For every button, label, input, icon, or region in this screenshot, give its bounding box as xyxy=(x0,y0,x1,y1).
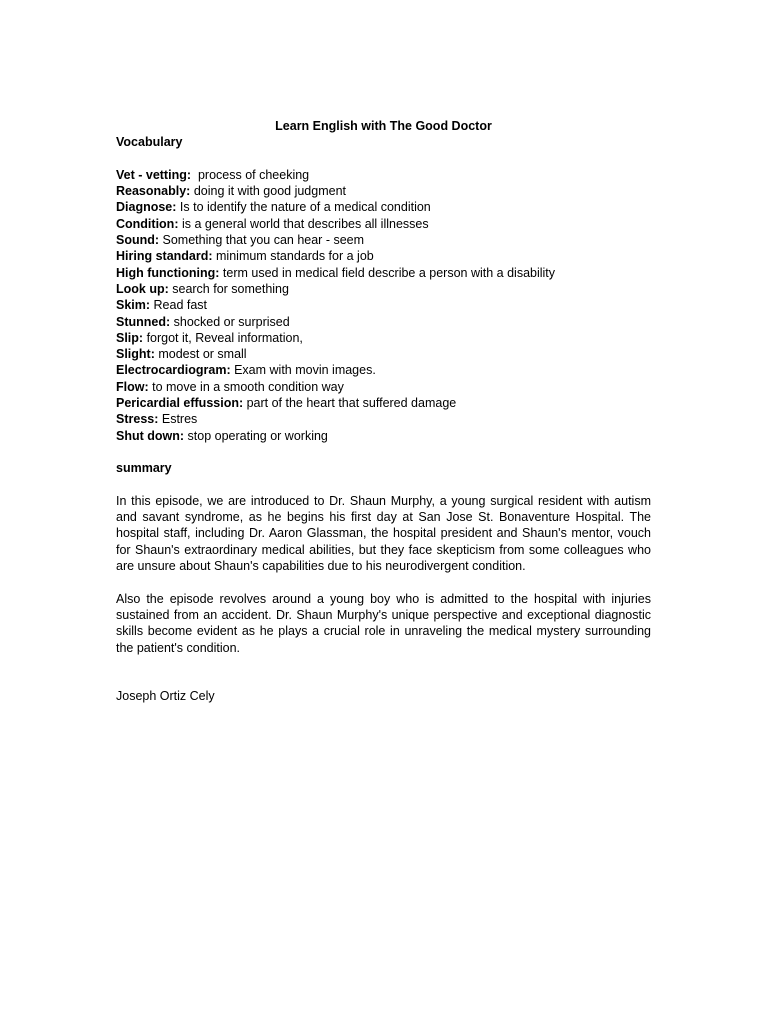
vocabulary-item xyxy=(116,183,651,199)
vocabulary-item xyxy=(116,297,651,313)
vocabulary-definition: term used in medical field describe a person with a disability xyxy=(219,265,556,280)
vocabulary-term: Stunned: xyxy=(116,314,171,329)
spacer xyxy=(116,672,651,688)
vocabulary-definition: modest or small xyxy=(154,347,247,362)
vocabulary-term: Diagnose: xyxy=(116,200,177,215)
vocabulary-definition: doing it with good judgment xyxy=(190,184,347,199)
vocabulary-item xyxy=(116,314,651,330)
vocabulary-item xyxy=(116,379,651,395)
vocabulary-definition: Estres xyxy=(158,412,198,427)
vocabulary-definition: forgot it, Reveal information, xyxy=(143,330,303,345)
vocabulary-definition: Read fast xyxy=(150,298,208,313)
vocabulary-term: Pericardial effussion: xyxy=(116,396,244,411)
vocabulary-term: Condition: xyxy=(116,216,179,231)
summary-paragraph: In this episode, we are introduced to Dr. Shaun Murphy, a young surgical resident with autism and savant syndrome, as he begins his first day at San Jose St. Bonaventure Hospital. The hospital staff, including Dr. Aaron Glassman, the hospital president and Shaun's mentor, vouch for Shaun's extraordinary medical abilities, but they face skepticism from some colleagues who are unsure about Shaun's capabilities due to his neurodivergent condition. xyxy=(116,493,651,574)
vocabulary-term: Sound: xyxy=(116,233,160,248)
vocabulary-definition: is a general world that describes all illnesses xyxy=(178,216,429,231)
spacer xyxy=(116,574,651,590)
vocabulary-term: Skim: xyxy=(116,298,151,313)
vocabulary-term: Shut down: xyxy=(116,428,185,443)
vocabulary-definition: Something that you can hear - seem xyxy=(159,233,365,248)
vocabulary-term: Stress: xyxy=(116,412,159,427)
document-title: Learn English with The Good Doctor xyxy=(275,119,492,133)
vocabulary-term: Reasonably: xyxy=(116,184,191,199)
vocabulary-item xyxy=(116,330,651,346)
vocabulary-term: Flow: xyxy=(116,379,149,394)
vocabulary-definition: to move in a smooth condition way xyxy=(148,379,344,394)
author-name: Joseph Ortiz Cely xyxy=(116,689,215,704)
spacer xyxy=(116,477,651,493)
vocabulary-heading: Vocabulary xyxy=(116,135,183,150)
vocabulary-definition: shocked or surprised xyxy=(170,314,290,329)
spacer xyxy=(116,656,651,672)
vocabulary-term: Hiring standard: xyxy=(116,249,213,264)
vocabulary-term: Electrocardiogram: xyxy=(116,363,231,378)
vocabulary-item xyxy=(116,265,651,281)
vocabulary-definition: Exam with movin images. xyxy=(230,363,376,378)
vocabulary-term: Slight: xyxy=(116,347,155,362)
vocabulary-item xyxy=(116,248,651,264)
vocabulary-term: Slip: xyxy=(116,330,144,345)
vocabulary-item xyxy=(116,281,651,297)
vocabulary-definition: minimum standards for a job xyxy=(212,249,374,264)
vocabulary-item xyxy=(116,362,651,378)
vocabulary-definition: part of the heart that suffered damage xyxy=(243,396,457,411)
vocabulary-term: Look up: xyxy=(116,281,169,296)
vocabulary-item xyxy=(116,346,651,362)
vocabulary-item xyxy=(116,216,651,232)
vocabulary-item xyxy=(116,395,651,411)
vocabulary-definition: Is to identify the nature of a medical condition xyxy=(176,200,431,215)
vocabulary-term: Vet - vetting: xyxy=(116,167,192,182)
summary-heading: summary xyxy=(116,461,172,476)
vocabulary-item xyxy=(116,199,651,215)
vocabulary-item xyxy=(116,411,651,427)
document-page xyxy=(116,118,651,705)
vocabulary-term: High functioning: xyxy=(116,265,220,280)
vocabulary-definition: process of cheeking xyxy=(191,167,310,182)
vocabulary-item xyxy=(116,232,651,248)
vocabulary-item xyxy=(116,428,651,444)
summary-paragraph: Also the episode revolves around a young boy who is admitted to the hospital with injuries sustained from an accident. Dr. Shaun Murphy's unique perspective and exceptional diagnostic skills become evident as he plays a crucial role in unraveling the medical mystery surrounding the patient's condition. xyxy=(116,591,651,655)
vocabulary-list xyxy=(116,167,651,444)
spacer xyxy=(116,444,651,460)
vocabulary-definition: stop operating or working xyxy=(184,428,328,443)
vocabulary-item xyxy=(116,167,651,183)
vocabulary-definition: search for something xyxy=(168,281,289,296)
spacer xyxy=(116,151,651,167)
